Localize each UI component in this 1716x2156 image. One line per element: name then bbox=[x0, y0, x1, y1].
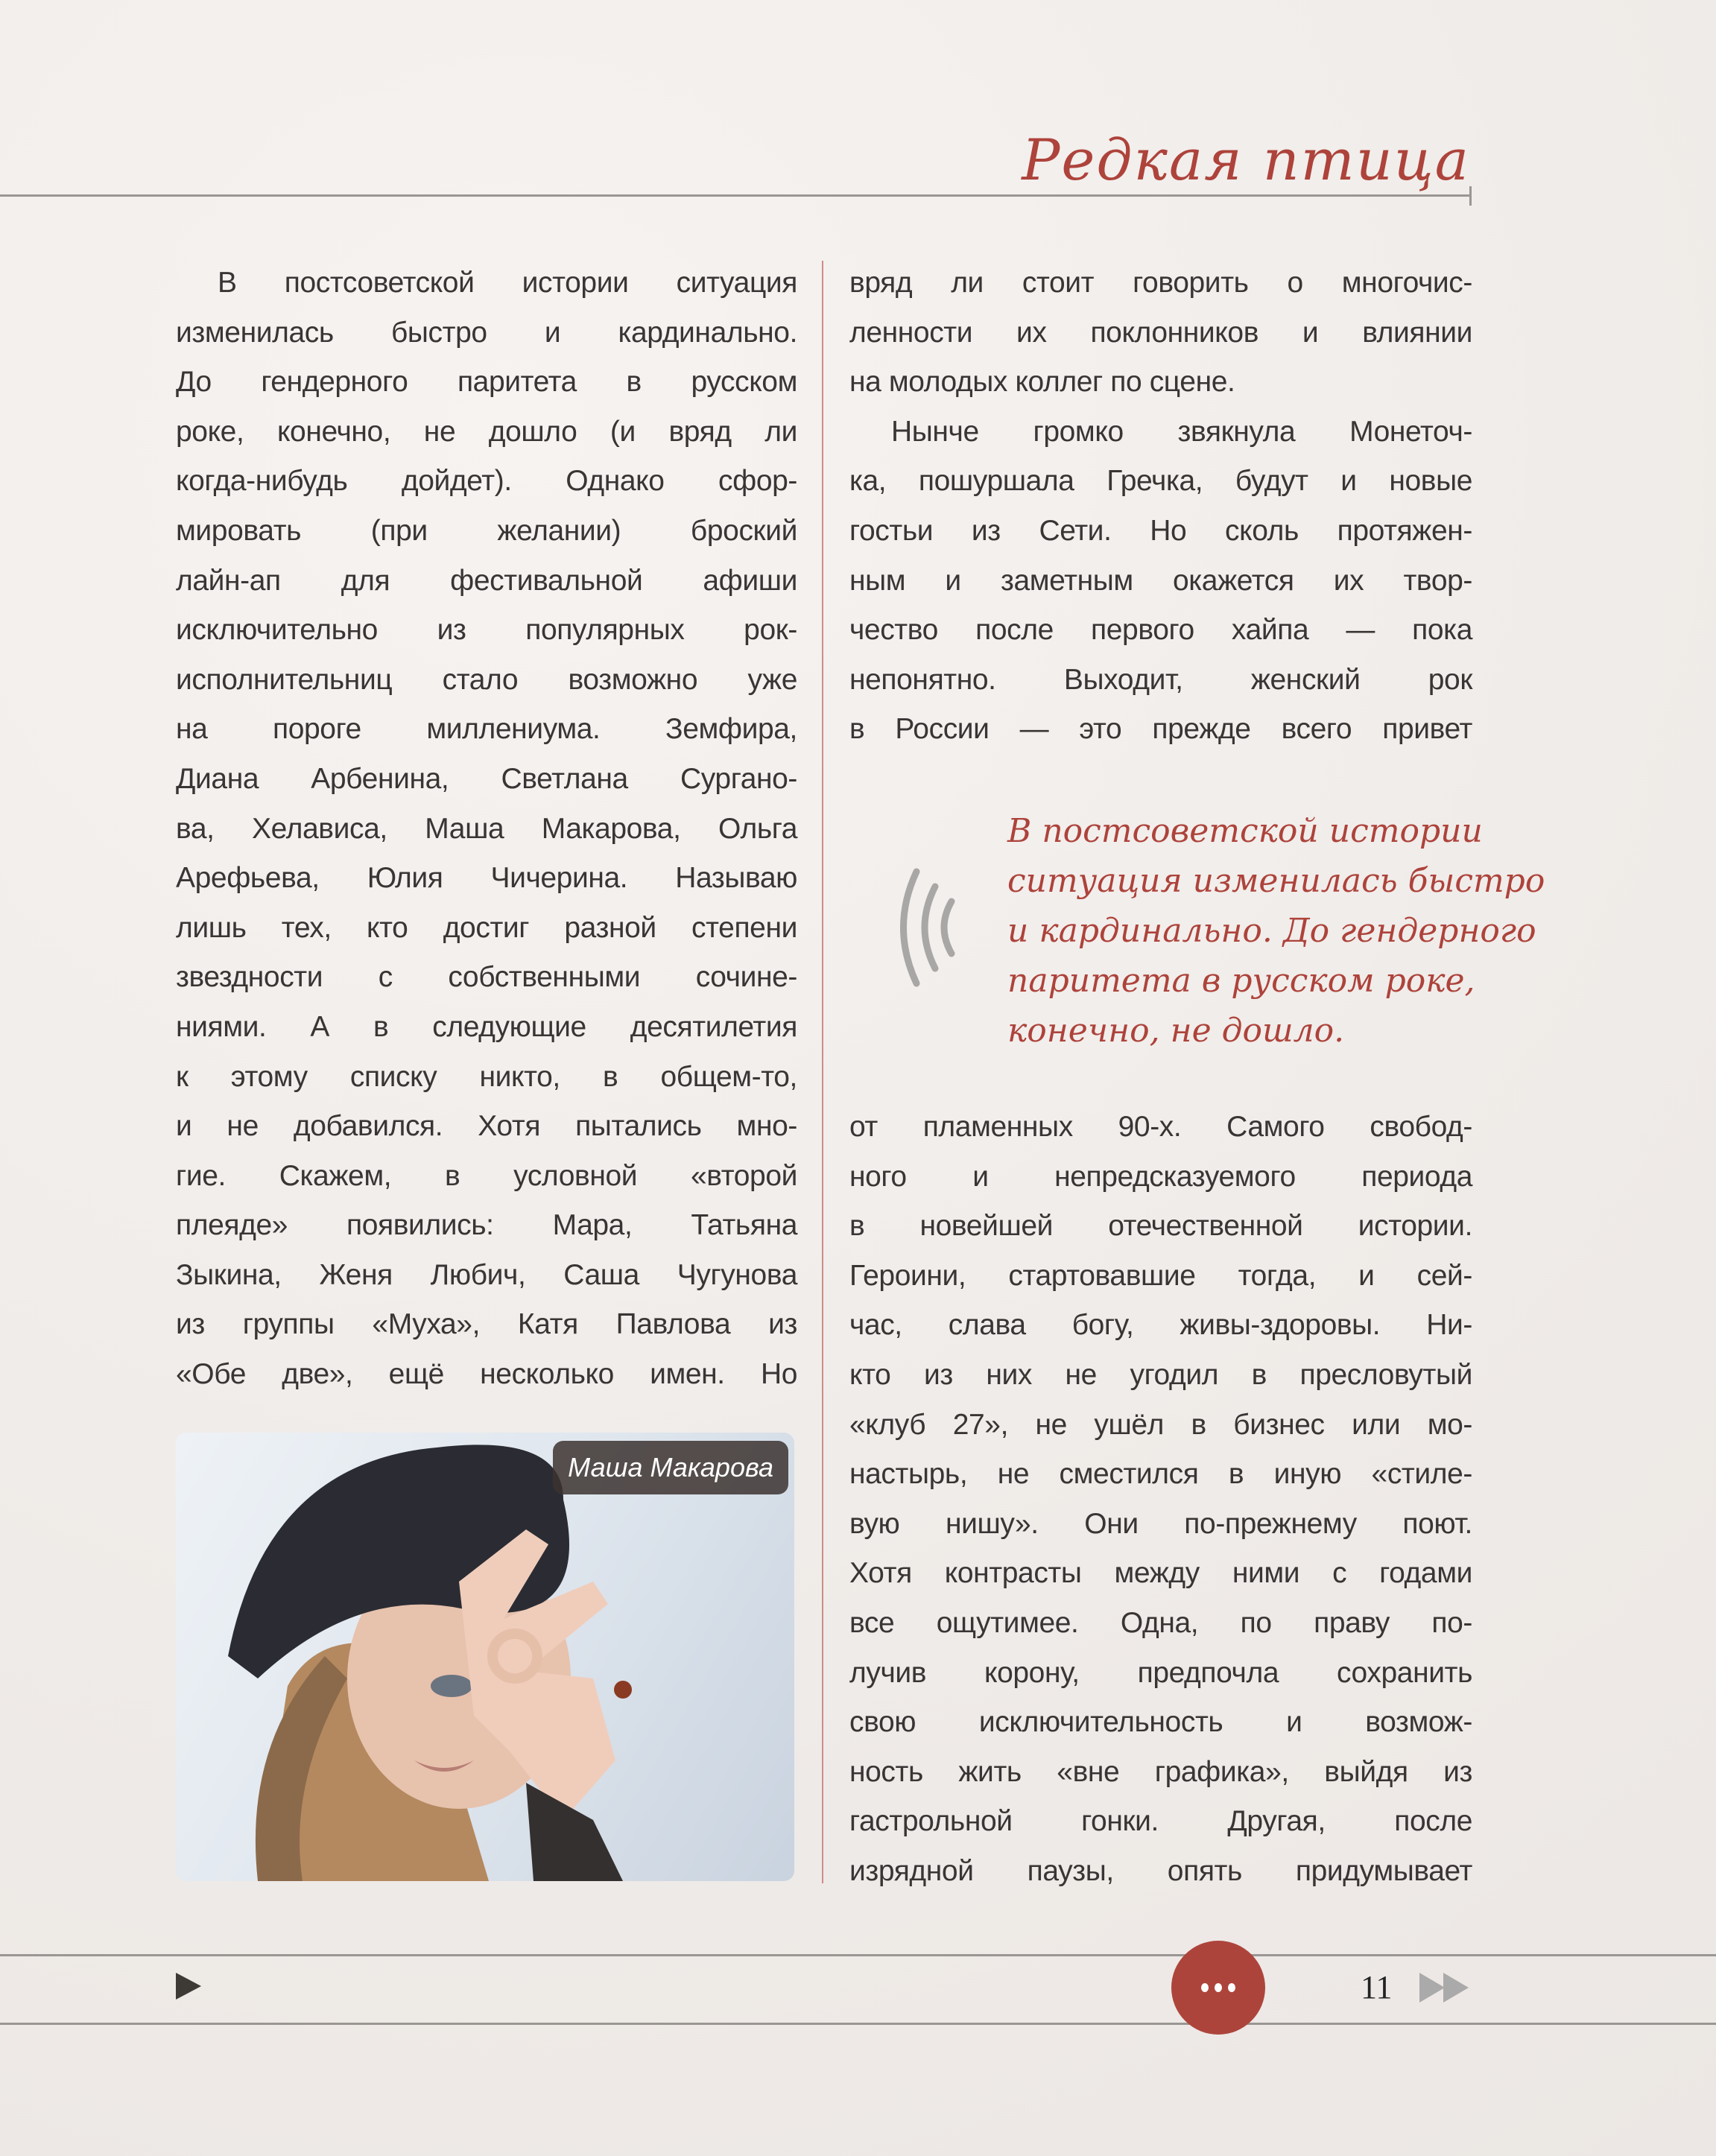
pull-quote-line: и кардинально. До гендерного bbox=[1007, 912, 1536, 950]
text-line: ного и непредсказуемого периода bbox=[849, 1160, 1472, 1193]
text-line: к этому списку никто, в общем-то, bbox=[176, 1060, 797, 1093]
text-line: вую нишу». Они по-прежнему поют. bbox=[849, 1507, 1472, 1540]
text-line: свою исключительность и возмож- bbox=[849, 1706, 1472, 1739]
header-rule bbox=[0, 194, 1471, 197]
text-line: лучив корону, предпочла сохранить bbox=[849, 1656, 1472, 1689]
text-line: Зыкина, Женя Любич, Саша Чугунова bbox=[176, 1258, 797, 1291]
section-title: Редкая птица bbox=[1022, 127, 1470, 193]
text-line: гостьи из Сети. Но сколь протяжен- bbox=[849, 514, 1472, 547]
text-line: чество после первого хайпа — пока bbox=[849, 614, 1472, 647]
dot-icon bbox=[1201, 1983, 1209, 1992]
text-line: от пламенных 90-х. Самого свобод- bbox=[849, 1111, 1472, 1143]
photo-masha-makarova bbox=[176, 1433, 794, 1881]
text-line: лайн-ап для фестивальной афиши bbox=[176, 564, 797, 597]
pull-quote-line: В постсоветской истории bbox=[1007, 812, 1483, 850]
text-line: ниями. А в следующие десятилетия bbox=[176, 1010, 797, 1043]
text-line: плеяде» появились: Мара, Татьяна bbox=[176, 1209, 797, 1242]
text-line: ность жить «вне графика», выйдя из bbox=[849, 1755, 1472, 1788]
text-line: изменилась быстро и кардинально. bbox=[176, 316, 797, 349]
text-line: «Обе две», ещё несколько имен. Но bbox=[176, 1358, 797, 1391]
text-line: все ощутимее. Одна, по праву по- bbox=[849, 1606, 1472, 1639]
text-line: когда-нибудь дойдет). Однако сфор- bbox=[176, 465, 797, 498]
text-line: гие. Скажем, в условной «второй bbox=[176, 1159, 797, 1192]
footer-rule-bottom bbox=[0, 2023, 1716, 2025]
text-line: вряд ли стоит говорить о многочис- bbox=[849, 267, 1472, 299]
text-line: из группы «Муха», Катя Павлова из bbox=[176, 1308, 797, 1341]
text-line: Хотя контрасты между ними с годами bbox=[849, 1557, 1472, 1590]
text-line: «клуб 27», не ушёл в бизнес или мо- bbox=[849, 1408, 1472, 1441]
text-line: лишь тех, кто достиг разной степени bbox=[176, 911, 797, 944]
forward-arrow-icon bbox=[1443, 1973, 1469, 2003]
next-page-button[interactable] bbox=[1419, 1973, 1467, 2003]
text-line: звездности с собственными сочине- bbox=[176, 961, 797, 994]
text-line: непонятно. Выходит, женский рок bbox=[849, 663, 1472, 696]
text-line: Героини, стартовавшие тогда, и сей- bbox=[849, 1259, 1472, 1292]
text-line: мировать (при желании) броский bbox=[176, 514, 797, 547]
portrait-illustration bbox=[176, 1433, 794, 1881]
pull-quote bbox=[1007, 806, 1648, 1056]
text-line: изрядной паузы, опять придумывает bbox=[849, 1854, 1472, 1887]
text-line: роке, конечно, не дошло (и вряд ли bbox=[176, 415, 797, 448]
page-number: 11 bbox=[1361, 1969, 1393, 2006]
text-line: исполнительниц стало возможно уже bbox=[176, 663, 797, 696]
forward-arrow-icon bbox=[1419, 1973, 1445, 2003]
text-line: гастрольной гонки. Другая, после bbox=[849, 1805, 1472, 1838]
right-text-column-bottom bbox=[849, 1103, 1472, 1897]
footer-rule-top bbox=[0, 1954, 1716, 1956]
play-button[interactable] bbox=[176, 1973, 201, 2000]
text-line: Диана Арбенина, Светлана Сургано- bbox=[176, 762, 797, 795]
text-line: кто из них не угодил в пресловутый bbox=[849, 1358, 1472, 1391]
pull-quote-line: ситуация изменилась быстро bbox=[1007, 862, 1545, 900]
text-line: на молодых коллег по сцене. bbox=[849, 366, 1235, 399]
dot-icon bbox=[1215, 1983, 1222, 1992]
text-line: ка, пошуршала Гречка, будут и новые bbox=[849, 465, 1472, 498]
text-line: ва, Хелависа, Маша Макарова, Ольга bbox=[176, 812, 797, 845]
text-line: Арефьева, Юлия Чичерина. Называю bbox=[176, 862, 797, 895]
pull-quote-line: паритета в русском роке, bbox=[1007, 962, 1475, 1000]
photo-caption: Маша Макарова bbox=[553, 1441, 788, 1494]
text-line: ленности их поклонников и влиянии bbox=[849, 316, 1472, 349]
text-line: В постсоветской истории ситуация bbox=[218, 267, 797, 299]
text-line: До гендерного паритета в русском bbox=[176, 366, 797, 399]
left-text-column bbox=[176, 259, 797, 1400]
text-line: и не добавился. Хотя пытались мно- bbox=[176, 1110, 797, 1143]
dot-icon bbox=[1228, 1983, 1235, 1992]
right-text-column-top bbox=[849, 259, 1472, 755]
text-line: настырь, не сместился в иную «стиле- bbox=[849, 1458, 1472, 1491]
text-line: ным и заметным окажется их твор- bbox=[849, 564, 1472, 597]
text-line: в России — это прежде всего привет bbox=[849, 713, 1472, 746]
text-line: в новейшей отечественной истории. bbox=[849, 1210, 1472, 1243]
text-line: исключительно из популярных рок- bbox=[176, 614, 797, 647]
text-line: на пороге миллениума. Земфира, bbox=[176, 713, 797, 746]
text-line: час, слава богу, живы-здоровы. Ни- bbox=[849, 1309, 1472, 1342]
text-line: Нынче громко звякнула Монеточ- bbox=[891, 415, 1472, 448]
quote-sound-icon bbox=[890, 864, 972, 991]
pull-quote-line: конечно, не дошло. bbox=[1007, 1012, 1345, 1050]
column-divider bbox=[822, 261, 823, 1883]
more-menu-button[interactable] bbox=[1171, 1941, 1265, 2035]
